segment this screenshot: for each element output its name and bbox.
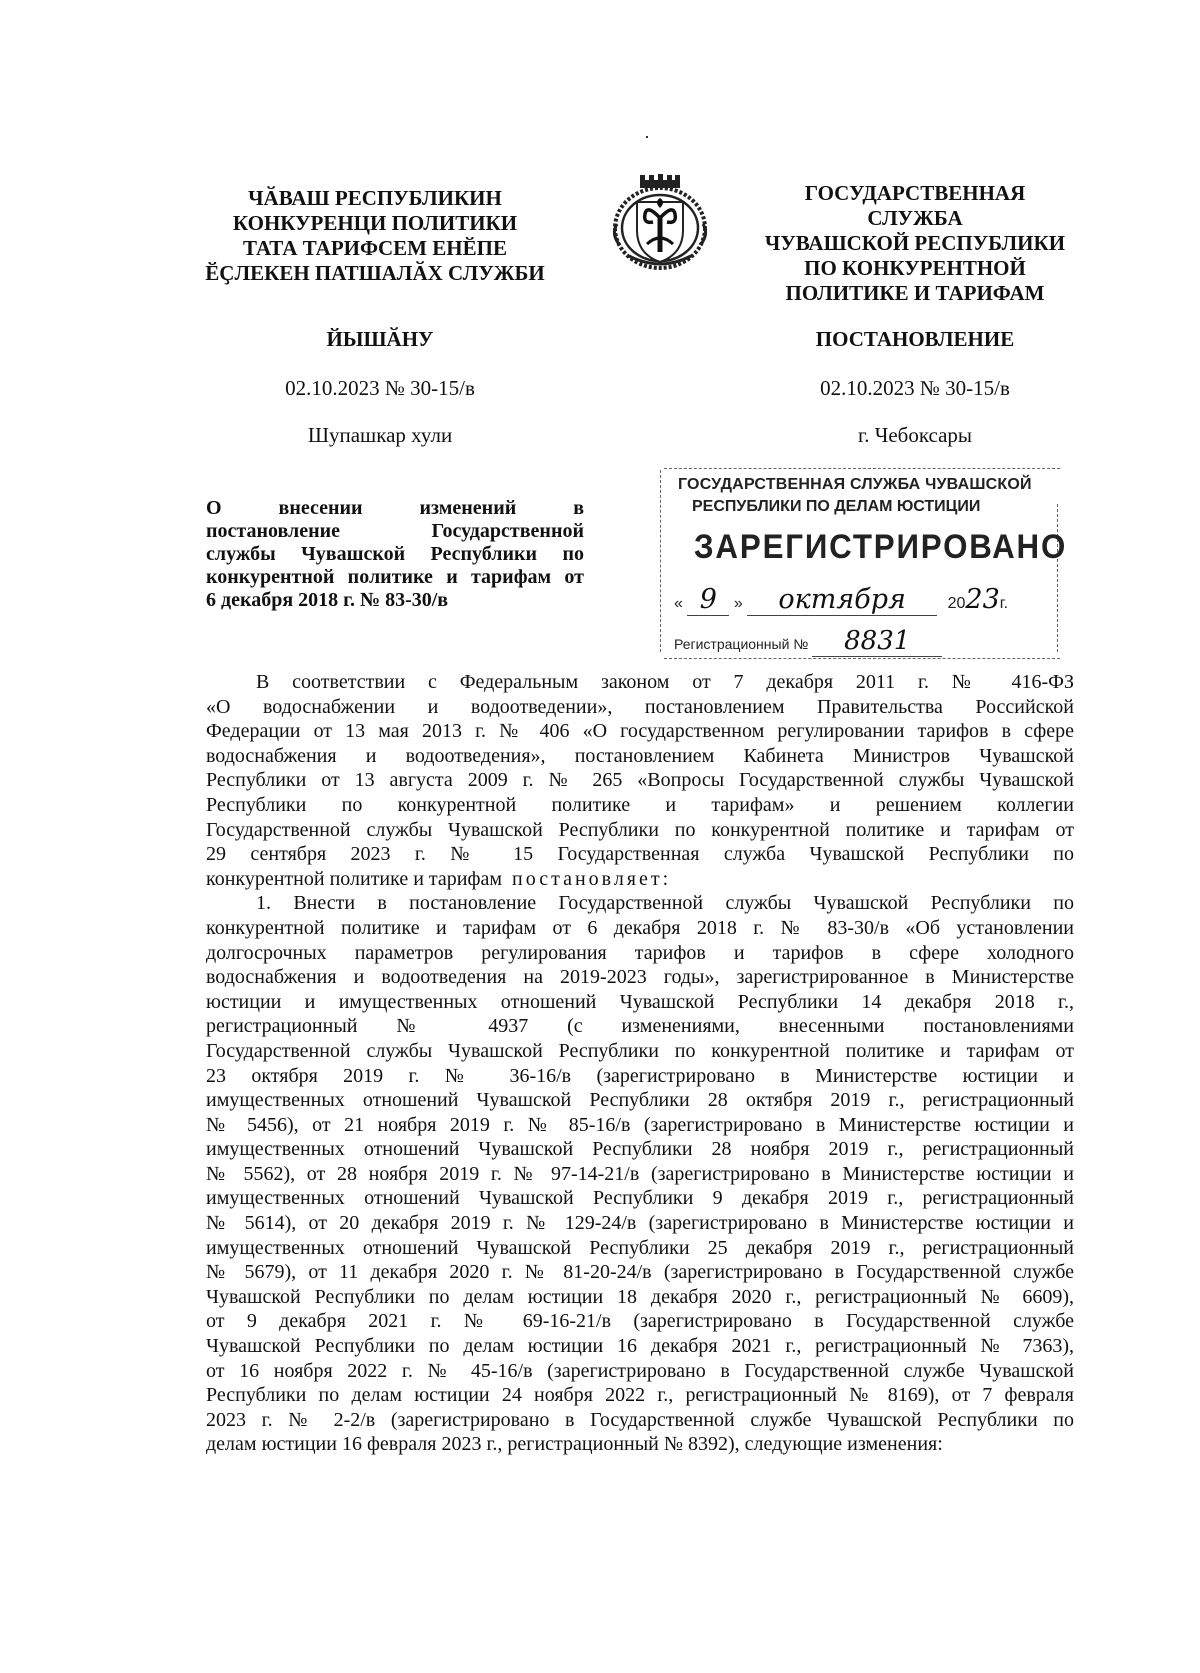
header-chuvash-line: КОНКУРЕНЦИ ПОЛИТИКИ <box>232 211 518 235</box>
body-line: 2023 г. № 2-2/в (зарегистрировано в Государственной службе Чувашской Республики по <box>206 1408 1074 1431</box>
subject-line: О внесении изменений в <box>206 497 584 519</box>
doc-date-number-russian: 02.10.2023 № 30-15/в <box>820 376 1010 400</box>
stamp-year-handwritten: 23 <box>965 584 1000 615</box>
body-line <box>206 867 1074 892</box>
body-line: № 5562), от 28 ноября 2019 г. № 97-14-21/в (зарегистрировано в Министерстве юстиции и <box>206 1162 1074 1185</box>
body-line: имущественных отношений Чувашской Республики 28 октября 2019 г., регистрационный <box>206 1089 1074 1112</box>
body-line: 23 октября 2019 г. № 36-16/в (зарегистрировано в Министерстве юстиции и <box>206 1064 1074 1087</box>
body-line: Республики по конкурентной политике и тарифам» и решением коллегии <box>206 793 1074 816</box>
header-russian-line: ЧУВАШСКОЙ РЕСПУБЛИКИ <box>764 231 1066 255</box>
body-line: № 5614), от 20 декабря 2019 г. № 129-24/в (зарегистрировано в Министерстве юстиции и <box>206 1212 1074 1235</box>
document-body <box>206 670 1074 1457</box>
body-line: В соответствии с Федеральным законом от 7 декабря 2011 г. № 416-ФЗ <box>256 671 1074 693</box>
header-russian-line: ГОСУДАРСТВЕННАЯ <box>804 181 1026 205</box>
doc-type-russian: ПОСТАНОВЛЕНИЕ <box>815 327 1015 351</box>
body-line: имущественных отношений Чувашской Республики 25 декабря 2019 г., регистрационный <box>206 1236 1074 1259</box>
header-russian-line: ПО КОНКУРЕНТНОЙ <box>804 256 1026 280</box>
subject-line: постановление Государственной <box>206 520 584 542</box>
body-line: юстиции и имущественных отношений Чувашской Республики 14 декабря 2018 г., <box>206 990 1074 1013</box>
body-line: от 9 декабря 2021 г. № 69-16-21/в (зарегистрировано в Государственной службе <box>206 1310 1074 1333</box>
subject-line: 6 декабря 2018 г. № 83-30/в <box>206 589 449 611</box>
stamp-border-bottom <box>664 658 1060 659</box>
stamp-registration-number <box>674 626 942 657</box>
body-line: конкурентной политике и тарифам от 6 декабря 2018 г. № 83-30/в «Об установлении <box>206 916 1074 939</box>
body-line: долгосрочных параметров регулирования тарифов и тарифов в сфере холодного <box>206 941 1074 964</box>
subject-line: конкурентной политике и тарифам от <box>206 566 584 588</box>
doc-date-number-chuvash: 02.10.2023 № 30-15/в <box>285 376 475 400</box>
body-line: имущественных отношений Чувашской Республики 28 ноября 2019 г., регистрационный <box>206 1138 1074 1161</box>
city-russian: г. Чебоксары <box>857 423 973 447</box>
body-line: Государственной службы Чувашской Республики по конкурентной политике и тарифам от <box>206 1039 1074 1062</box>
stamp-year-prefix: 20 <box>947 595 966 612</box>
stamp-quote-open: « <box>674 595 683 612</box>
stamp-registered-label: ЗАРЕГИСТРИРОВАНО <box>694 528 1068 566</box>
header-chuvash <box>160 186 590 286</box>
header-russian-line: СЛУЖБА <box>867 206 963 230</box>
stamp-day-handwritten: 9 <box>687 584 729 616</box>
stamp-border-right <box>1057 504 1058 652</box>
city-chuvash: Шупашкар хули <box>307 423 453 447</box>
registration-stamp <box>658 466 1068 662</box>
scan-speck <box>646 136 648 138</box>
body-line: от 16 ноября 2022 г. № 45-16/в (зарегистрировано в Государственной службе Чувашской <box>206 1359 1074 1382</box>
stamp-year-unit: г. <box>999 595 1009 612</box>
chuvash-coat-of-arms-icon <box>607 174 713 274</box>
body-line: Федерации от 13 мая 2013 г. № 406 «О государственном регулировании тарифов в сфере <box>206 720 1074 743</box>
stamp-border-top <box>664 468 1060 469</box>
body-line: Государственной службы Чувашской Республики по конкурентной политике и тарифам от <box>206 818 1074 841</box>
body-line: Чувашской Республики по делам юстиции 18 декабря 2020 г., регистрационный № 6609), <box>206 1285 1074 1308</box>
body-line: «О водоснабжении и водоотведении», постановлением Правительства Российской <box>206 695 1074 718</box>
stamp-border-left <box>660 470 661 652</box>
stamp-reg-label: Регистрационный № <box>674 636 809 652</box>
stamp-authority-line2: РЕСПУБЛИКИ ПО ДЕЛАМ ЮСТИЦИИ <box>692 498 981 515</box>
body-line: Республики от 13 августа 2009 г. № 265 «Вопросы Государственной службы Чувашской <box>206 769 1074 792</box>
stamp-month-handwritten: октября <box>747 584 937 616</box>
document-subject <box>206 497 584 612</box>
header-chuvash-line: ӖҪЛЕКЕН ПАТШАЛӐХ СЛУЖБИ <box>205 261 545 285</box>
body-line: № 5679), от 11 декабря 2020 г. № 81-20-24/в (зарегистрировано в Государственной службе <box>206 1261 1074 1284</box>
header-chuvash-line: ЧӐВАШ РЕСПУБЛИКИН <box>248 186 502 210</box>
body-line: делам юстиции 16 февраля 2023 г., регистрационный № 8392), следующие изменения: <box>206 1433 943 1456</box>
body-line: водоснабжения и водоотведения», постановлением Кабинета Министров Чувашской <box>206 744 1074 767</box>
body-line: Республики по делам юстиции 24 ноября 2022 г., регистрационный № 8169), от 7 февраля <box>206 1384 1074 1407</box>
stamp-authority-line1: ГОСУДАРСТВЕННАЯ СЛУЖБА ЧУВАШСКОЙ <box>678 476 1032 493</box>
body-line: водоснабжения и водоотведения на 2019-2023 годы», зарегистрированное в Министерстве <box>206 966 1074 989</box>
body-line: 1. Внести в постановление Государственной службы Чувашской Республики по <box>256 892 1074 915</box>
body-line: регистрационный № 4937 (с изменениями, внесенными постановлениями <box>206 1015 1074 1038</box>
body-line: имущественных отношений Чувашской Республики 9 декабря 2019 г., регистрационный <box>206 1187 1074 1210</box>
body-line: Чувашской Республики по делам юстиции 16 декабря 2021 г., регистрационный № 7363), <box>206 1335 1074 1358</box>
header-russian <box>715 181 1115 306</box>
body-line: № 5456), от 21 ноября 2019 г. № 85-16/в (зарегистрировано в Министерстве юстиции и <box>206 1113 1074 1136</box>
stamp-reg-number-handwritten: 8831 <box>812 626 942 657</box>
header-russian-line: ПОЛИТИКЕ И ТАРИФАМ <box>785 281 1045 305</box>
stamp-date <box>674 584 1008 616</box>
stamp-quote-close: » <box>733 595 743 612</box>
body-line: 29 сентября 2023 г. № 15 Государственная служба Чувашской Республики по <box>206 843 1074 866</box>
doc-type-chuvash: ЙЫШӐНУ <box>326 327 434 351</box>
resolution-keyword: постановляет: <box>512 867 672 890</box>
header-chuvash-line: ТАТА ТАРИФСЕМ ЕНӖПЕ <box>243 236 507 260</box>
body-line-text: конкурентной политике и тарифам <box>206 867 502 890</box>
subject-line: службы Чувашской Республики по <box>206 543 584 565</box>
